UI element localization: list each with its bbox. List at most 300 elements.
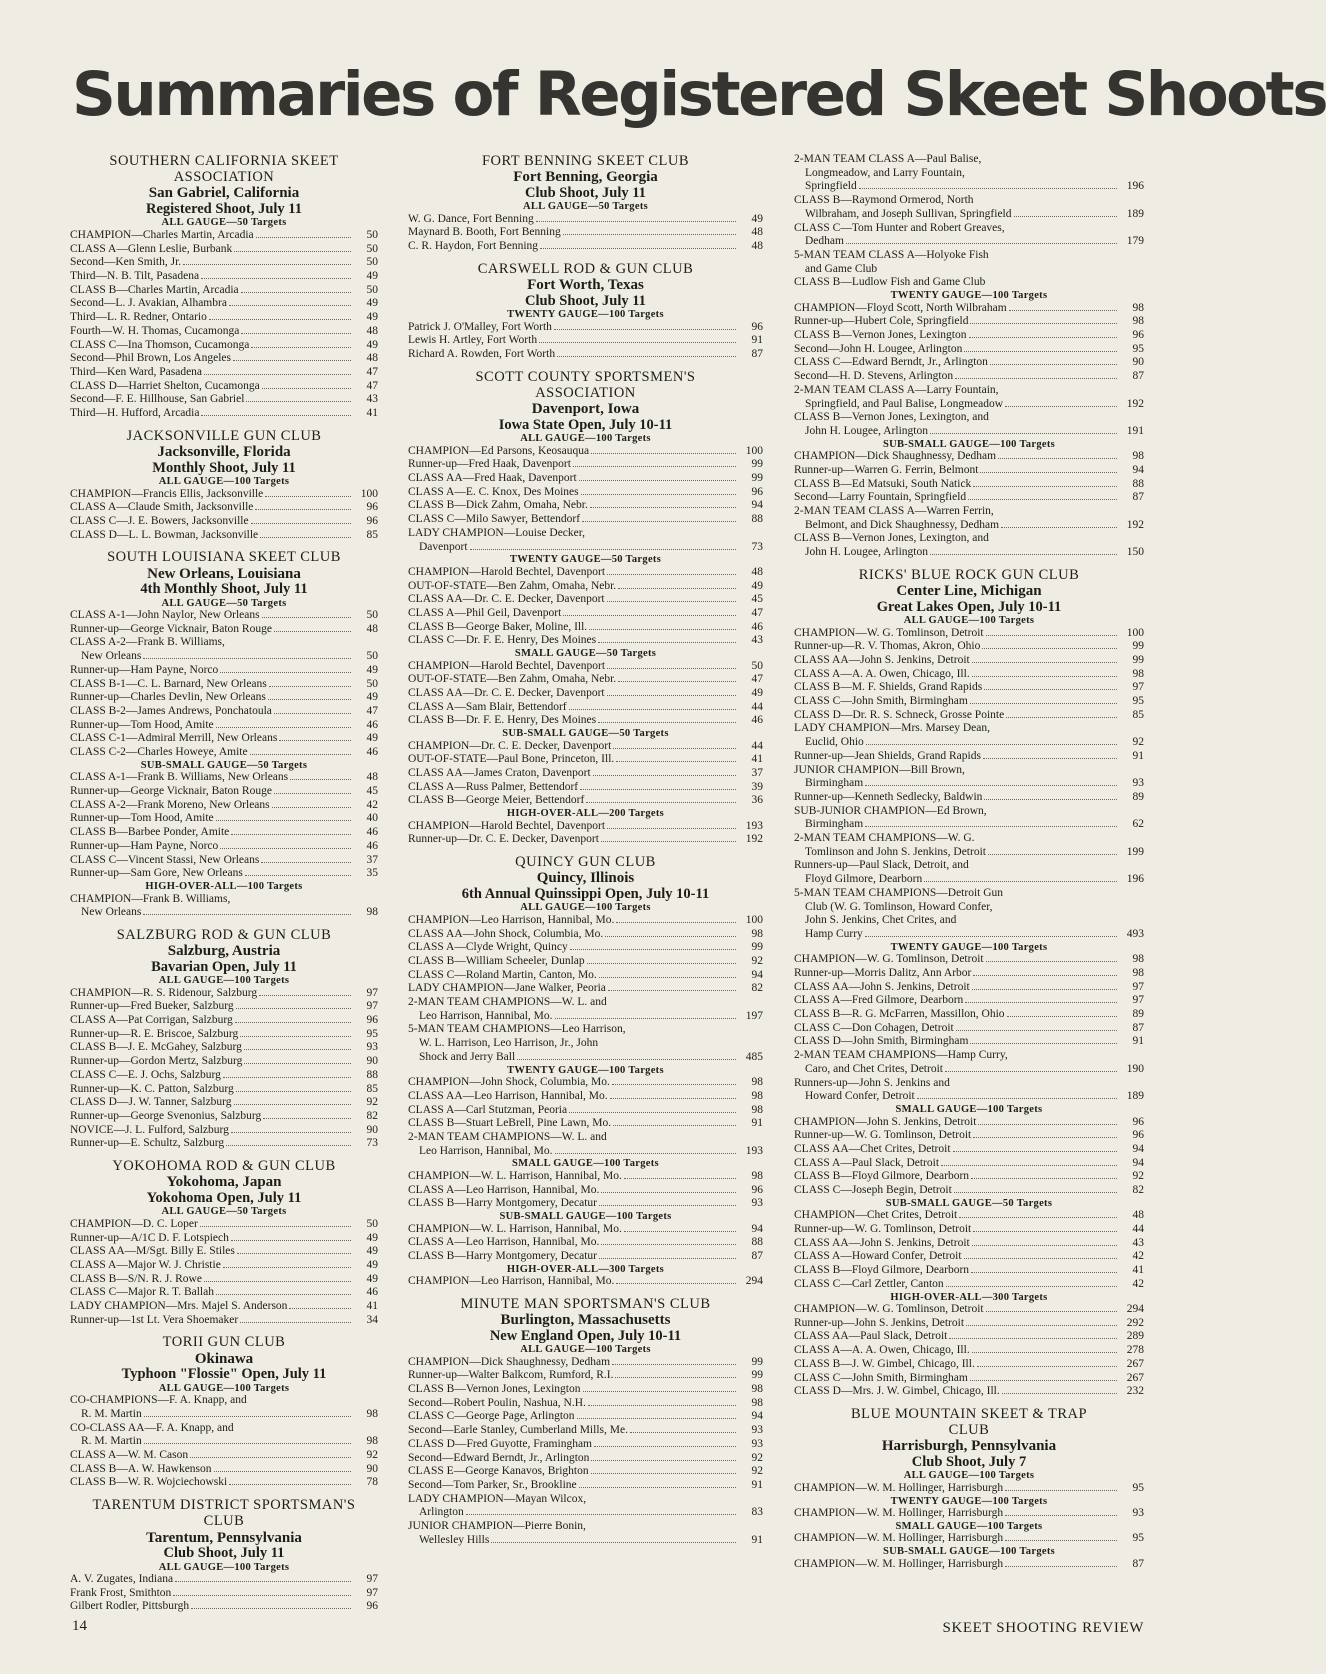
- competitor: CLASS A—Claude Smith, Jacksonville: [70, 501, 254, 514]
- competitor: CLASS A-1—John Naylor, New Orleans: [70, 609, 260, 622]
- competitor: Floyd Gilmore, Dearborn: [805, 873, 923, 886]
- dot-leader: [580, 789, 736, 790]
- dot-leader: [256, 237, 351, 238]
- event-heading: TWENTY GAUGE—100 Targets: [507, 309, 664, 321]
- result-row: [794, 546, 1144, 560]
- competitor: Second—Robert Poulin, Nashua, N.H.: [408, 1396, 586, 1409]
- result-row: [70, 732, 378, 746]
- dot-leader: [1009, 310, 1117, 311]
- result-row: [408, 1438, 763, 1452]
- result-row: [70, 1286, 378, 1300]
- competitor: Runner-up—John S. Jenkins, Detroit: [794, 1316, 965, 1329]
- result-row: [408, 1410, 763, 1424]
- dot-leader: [970, 703, 1117, 704]
- competitor: CLASS C-2—Charles Howeye, Amite: [70, 746, 248, 759]
- competitor: Lewis H. Artley, Fort Worth: [408, 334, 538, 347]
- competitor: Runner-up—Morris Dalitz, Ann Arbor: [794, 966, 972, 979]
- score: 50: [366, 228, 378, 241]
- result-row: [70, 771, 378, 785]
- score: 292: [1126, 1316, 1144, 1329]
- result-row: [794, 777, 1144, 791]
- dot-leader: [973, 1137, 1117, 1138]
- dot-leader: [590, 507, 736, 508]
- result-row: [408, 982, 763, 996]
- result-row: [794, 1358, 1144, 1372]
- club-header: [794, 568, 1144, 615]
- score: 92: [751, 954, 763, 967]
- competitor: Runner-up—George Vicknair, Baton Rouge: [70, 785, 272, 798]
- dot-leader: [593, 775, 736, 776]
- dot-leader: [586, 802, 736, 803]
- competitor: Runner-up—1st Lt. Vera Shoemaker: [70, 1313, 239, 1326]
- score: 87: [1132, 1557, 1144, 1570]
- dot-leader: [982, 648, 1117, 649]
- dot-leader: [220, 672, 351, 673]
- score: 192: [745, 833, 763, 846]
- competitor: CLASS A—Pat Corrigan, Salzburg: [70, 1014, 233, 1027]
- dot-leader: [143, 658, 351, 659]
- score: 50: [366, 283, 378, 296]
- dot-leader: [966, 1325, 1117, 1326]
- competitor: Runner-up—Hubert Cole, Springfield: [794, 315, 969, 328]
- dot-leader: [269, 686, 351, 687]
- result-row: [70, 1463, 378, 1477]
- result-row: [408, 472, 763, 486]
- club-name: SALZBURG ROD & GUN CLUB: [116, 926, 332, 943]
- score: 50: [366, 650, 378, 663]
- result-row: [408, 634, 763, 648]
- competitor: CLASS A—Major W. J. Christie: [70, 1258, 221, 1271]
- dot-leader: [209, 319, 351, 320]
- competitor: LADY CHAMPION—Louise Decker,: [408, 526, 586, 539]
- dot-leader: [539, 342, 736, 343]
- result-row: [794, 928, 1144, 942]
- result-row: [70, 1014, 378, 1028]
- result-row: [408, 1104, 763, 1118]
- event-heading: ALL GAUGE—100 Targets: [158, 1561, 290, 1573]
- score: 96: [366, 501, 378, 514]
- competitor: CLASS AA—John S. Jenkins, Detroit: [794, 980, 970, 993]
- dot-leader: [274, 713, 351, 714]
- result-row: [408, 1250, 763, 1264]
- score: 37: [366, 853, 378, 866]
- competitor: Birmingham: [805, 818, 864, 831]
- score: 94: [751, 499, 763, 512]
- dot-leader: [244, 1063, 351, 1064]
- score: 93: [1132, 1507, 1144, 1520]
- score: 47: [366, 365, 378, 378]
- dot-leader: [573, 466, 736, 467]
- competitor: Second—John H. Lougee, Arlington: [794, 342, 963, 355]
- dot-leader: [216, 1294, 351, 1295]
- result-row: [794, 329, 1144, 343]
- event-heading: SUB-SMALL GAUGE—50 Targets: [140, 759, 308, 771]
- competitor: Leo Harrison, Hannibal, Mo.: [419, 1144, 553, 1157]
- competitor: Second—Earle Stanley, Cumberland Mills, Me.: [408, 1424, 628, 1437]
- result-row: [794, 1344, 1144, 1358]
- score: 98: [751, 1076, 763, 1089]
- event-heading: SUB-SMALL GAUGE—50 Targets: [885, 1197, 1053, 1209]
- result-row: [794, 1223, 1144, 1237]
- dot-leader: [265, 496, 351, 497]
- dot-leader: [191, 1608, 351, 1609]
- competitor: CLASS A—Leo Harrison, Hannibal, Mo.: [408, 1236, 600, 1249]
- result-row: [794, 818, 1144, 832]
- score: 40: [366, 812, 378, 825]
- score: 97: [366, 1573, 378, 1586]
- result-row: [794, 356, 1144, 370]
- competitor: CLASS C—Don Cohagen, Detroit: [794, 1021, 954, 1034]
- dot-leader: [607, 828, 736, 829]
- club-header: [408, 262, 763, 309]
- score: 199: [1126, 845, 1144, 858]
- score: 95: [366, 1027, 378, 1040]
- result-row: [408, 486, 763, 500]
- competitor: CLASS B-1—C. L. Barnard, New Orleans: [70, 677, 267, 690]
- result-row: [70, 311, 378, 325]
- score: 89: [1132, 1008, 1144, 1021]
- score: 49: [751, 686, 763, 699]
- competitor: Tomlinson and John S. Jenkins, Detroit: [805, 845, 986, 858]
- club-location: New Orleans, Louisiana: [147, 565, 301, 582]
- dot-leader: [582, 521, 736, 522]
- dot-leader: [598, 642, 736, 643]
- score: 93: [366, 1041, 378, 1054]
- score: 50: [751, 659, 763, 672]
- event-heading: TWENTY GAUGE—100 Targets: [890, 1495, 1048, 1507]
- club-location: Fort Benning, Georgia: [513, 169, 658, 186]
- result-row: [408, 928, 763, 942]
- competitor: CLASS A—A. A. Owen, Chicago, Ill.: [794, 667, 970, 680]
- result-row: [408, 941, 763, 955]
- competitor: CLASS C—J. E. Bowers, Jacksonville: [70, 514, 249, 527]
- result-row: [70, 1435, 378, 1449]
- competitor: CLASS C—Dr. F. E. Henry, Des Moines: [408, 634, 597, 647]
- score: 34: [366, 1313, 378, 1326]
- competitor: CLASS B—Stuart LeBrell, Pine Lawn, Mo.: [408, 1117, 612, 1130]
- result-row: [408, 1010, 763, 1024]
- competitor: CLASS D—L. L. Bowman, Jacksonville: [70, 528, 259, 541]
- result-row: [408, 1452, 763, 1466]
- dot-leader: [624, 1231, 736, 1232]
- score: 48: [366, 324, 378, 337]
- dot-leader: [977, 1366, 1117, 1367]
- result-row: [70, 623, 378, 637]
- score: 94: [751, 1410, 763, 1423]
- club-location: Okinawa: [194, 1350, 254, 1367]
- score: 50: [366, 609, 378, 622]
- dot-leader: [1001, 527, 1117, 528]
- dot-leader: [599, 977, 736, 978]
- result-row: [794, 967, 1144, 981]
- competitor: Maynard B. Booth, Fort Benning: [408, 226, 561, 239]
- competitor: CHAMPION—Harold Bechtel, Davenport: [408, 659, 606, 672]
- score: 91: [751, 1478, 763, 1491]
- competitor: JUNIOR CHAMPION—Bill Brown,: [794, 763, 965, 776]
- club-location: Burlington, Massachusetts: [500, 1312, 671, 1329]
- dot-leader: [536, 221, 736, 222]
- competitor: CLASS B—Harry Montgomery, Decatur: [408, 1197, 597, 1210]
- dot-leader: [557, 356, 736, 357]
- column-3: [794, 153, 1144, 1579]
- result-row: [70, 256, 378, 270]
- result-line: [794, 722, 1144, 736]
- result-row: [794, 1330, 1144, 1344]
- dot-leader: [969, 337, 1118, 338]
- result-row: [408, 1397, 763, 1411]
- dot-leader: [272, 807, 351, 808]
- competitor: CLASS AA—Fred Haak, Davenport: [408, 472, 577, 485]
- dot-leader: [601, 1192, 736, 1193]
- score: 88: [366, 1068, 378, 1081]
- result-row: [408, 701, 763, 715]
- score: 190: [1126, 1062, 1144, 1075]
- result-line: [794, 384, 1144, 398]
- result-row: [70, 987, 378, 1001]
- competitor: CLASS B—Floyd Gilmore, Dearborn: [794, 1264, 970, 1277]
- competitor: John H. Lougee, Arlington: [805, 546, 928, 559]
- score: 99: [751, 1369, 763, 1382]
- competitor: A. V. Zugates, Indiana: [70, 1573, 174, 1586]
- score: 88: [751, 1236, 763, 1249]
- shoot-name: Club Shoot, July 11: [525, 184, 646, 201]
- result-row: [70, 297, 378, 311]
- score: 189: [1126, 1090, 1144, 1103]
- competitor: JUNIOR CHAMPION—Pierre Bonin,: [408, 1520, 586, 1533]
- result-row: [408, 660, 763, 674]
- score: 98: [751, 1396, 763, 1409]
- result-row: [408, 321, 763, 335]
- club-name: YOKOHOMA ROD & GUN CLUB: [112, 1158, 336, 1175]
- competitor: 2-MAN TEAM CHAMPIONS—W. G.: [794, 832, 975, 845]
- result-line: [794, 411, 1144, 425]
- dot-leader: [591, 453, 736, 454]
- event-heading: TWENTY GAUGE—50 Targets: [509, 554, 662, 566]
- result-row: [408, 1356, 763, 1370]
- competitor: Runner-up—Ham Payne, Norco: [70, 663, 219, 676]
- competitor: CLASS A-1—Frank B. Williams, New Orleans: [70, 771, 289, 784]
- result-line: [794, 764, 1144, 778]
- result-row: [70, 1600, 378, 1614]
- result-row: [408, 580, 763, 594]
- competitor: CLASS B—Vernon Jones, Lexington, and: [794, 411, 989, 424]
- competitor: Third—H. Hufford, Arcadia: [70, 407, 200, 420]
- score: 96: [1132, 1129, 1144, 1142]
- result-row: [408, 1090, 763, 1104]
- competitor: Wilbraham, and Joseph Sullivan, Springfield: [805, 207, 1012, 220]
- score: 98: [1132, 301, 1144, 314]
- dot-leader: [563, 615, 736, 616]
- score: 87: [751, 347, 763, 360]
- competitor: 2-MAN TEAM CHAMPIONS—Hamp Curry,: [794, 1049, 1008, 1062]
- club-section: [70, 550, 378, 920]
- result-row: [794, 1303, 1144, 1317]
- competitor: CLASS B—Dr. F. E. Henry, Des Moines: [408, 714, 597, 727]
- competitor: CHAMPION—John Shock, Columbia, Mo.: [408, 1076, 610, 1089]
- competitor: CLASS C—Joseph Begin, Detroit: [794, 1184, 952, 1197]
- event-heading: SUB-SMALL GAUGE—100 Targets: [882, 438, 1056, 450]
- competitor: Runner-up—Fred Bueker, Salzburg: [70, 1000, 234, 1013]
- club-section: [408, 154, 763, 254]
- dot-leader: [1007, 1016, 1117, 1017]
- dot-leader: [235, 1022, 351, 1023]
- score: 44: [751, 700, 763, 713]
- score: 100: [360, 487, 378, 500]
- competitor: Runner-up—Kenneth Sedlecky, Baldwin: [794, 790, 983, 803]
- club-header: [70, 1498, 378, 1561]
- competitor: CHAMPION—Frank B. Williams,: [70, 892, 231, 905]
- score: 41: [751, 753, 763, 766]
- competitor: Second—Phil Brown, Los Angeles: [70, 352, 231, 365]
- shoot-name: 6th Annual Quinssippi Open, July 10-11: [461, 886, 710, 903]
- club-location: Jacksonville, Florida: [157, 444, 291, 461]
- score: 49: [366, 691, 378, 704]
- dot-leader: [173, 1595, 351, 1596]
- competitor: CLASS B—William Scheeler, Dunlap: [408, 954, 585, 967]
- dot-leader: [946, 1286, 1117, 1287]
- event-heading: HIGH-OVER-ALL—100 Targets: [145, 880, 303, 892]
- competitor: CHAMPION—Ed Parsons, Keosauqua: [408, 444, 590, 457]
- result-row: [408, 833, 763, 847]
- result-line: [794, 1077, 1144, 1091]
- score: 87: [1132, 1021, 1144, 1034]
- result-row: [794, 1209, 1144, 1223]
- dot-leader: [588, 1405, 736, 1406]
- club-header: [408, 855, 763, 902]
- dot-leader: [466, 1514, 736, 1515]
- competitor: CLASS A-2—Frank Moreno, New Orleans: [70, 798, 270, 811]
- result-row: [70, 243, 378, 257]
- competitor: CLASS AA—Paul Slack, Detroit: [794, 1330, 948, 1343]
- score: 42: [1132, 1277, 1144, 1290]
- result-row: [70, 1300, 378, 1314]
- score: 36: [751, 794, 763, 807]
- result-row: [70, 488, 378, 502]
- score: 46: [366, 718, 378, 731]
- dot-leader: [949, 1338, 1117, 1339]
- score: 48: [366, 352, 378, 365]
- event-heading: ALL GAUGE—50 Targets: [161, 1206, 287, 1218]
- dot-leader: [231, 1240, 351, 1241]
- result-row: [70, 229, 378, 243]
- score: 100: [745, 444, 763, 457]
- page-title: Summaries of Registered Skeet Shoots: [72, 59, 1326, 130]
- score: 49: [366, 1258, 378, 1271]
- competitor: CLASS E—George Kanavos, Brighton: [408, 1465, 589, 1478]
- club-header: [408, 1297, 763, 1344]
- score: 87: [1132, 491, 1144, 504]
- dot-leader: [613, 1125, 736, 1126]
- club-name: CARSWELL ROD & GUN CLUB: [477, 260, 694, 277]
- result-row: [70, 1245, 378, 1259]
- dot-leader: [866, 744, 1117, 745]
- score: 46: [751, 620, 763, 633]
- competitor: CLASS C—Ina Thomson, Cucamonga: [70, 338, 250, 351]
- dot-leader: [587, 963, 736, 964]
- score: 88: [1132, 477, 1144, 490]
- magazine-name: SKEET SHOOTING REVIEW: [942, 1620, 1144, 1636]
- score: 100: [1126, 626, 1144, 639]
- dot-leader: [608, 990, 736, 991]
- score: 294: [1126, 1303, 1144, 1316]
- competitor: CLASS C-1—Admiral Merrill, New Orleans: [70, 732, 278, 745]
- event-heading: HIGH-OVER-ALL—300 Targets: [506, 1263, 665, 1275]
- club-header: [408, 370, 763, 433]
- dot-leader: [216, 727, 351, 728]
- dot-leader: [279, 740, 351, 741]
- score: 95: [1132, 695, 1144, 708]
- competitor: CLASS C—John Smith, Birmingham: [794, 695, 968, 708]
- score: 91: [751, 1533, 763, 1546]
- result-row: [408, 541, 763, 555]
- club-header: [70, 1159, 378, 1206]
- result-row: [70, 854, 378, 868]
- result-row: [70, 785, 378, 799]
- competitor: CHAMPION—W. M. Hollinger, Harrisburgh: [794, 1557, 1004, 1570]
- score: 94: [751, 1222, 763, 1235]
- club-header: [70, 429, 378, 476]
- column-1: [70, 153, 378, 1622]
- competitor: Wellesley Hills: [419, 1533, 490, 1546]
- club-section: [70, 1335, 378, 1490]
- result-line: [794, 805, 1144, 819]
- result-row: [794, 873, 1144, 887]
- dot-leader: [970, 1043, 1117, 1044]
- result-row: [70, 609, 378, 623]
- result-row: [70, 1110, 378, 1124]
- competitor: CLASS A—Sam Blair, Bettendorf: [408, 700, 567, 713]
- score: 46: [366, 826, 378, 839]
- competitor: CLASS B—A. W. Hawkenson: [70, 1462, 212, 1475]
- result-row: [408, 1145, 763, 1159]
- competitor: Third—N. B. Tilt, Pasadena: [70, 270, 200, 283]
- result-row: [408, 1236, 763, 1250]
- competitor: Howard Confer, Detroit: [805, 1090, 915, 1103]
- score: 42: [1132, 1250, 1144, 1263]
- result-row: [408, 1170, 763, 1184]
- shoot-name: Club Shoot, July 7: [911, 1454, 1027, 1471]
- score: 83: [751, 1506, 763, 1519]
- score: 73: [366, 1137, 378, 1150]
- result-row: [408, 213, 763, 227]
- competitor: C. R. Haydon, Fort Benning: [408, 240, 539, 253]
- event-heading: SMALL GAUGE—100 Targets: [895, 1103, 1043, 1115]
- dot-leader: [971, 1272, 1117, 1273]
- result-row: [70, 1232, 378, 1246]
- score: 48: [751, 565, 763, 578]
- result-row: [794, 1250, 1144, 1264]
- result-row: [794, 791, 1144, 805]
- result-row: [794, 370, 1144, 384]
- result-line: [794, 276, 1144, 290]
- dot-leader: [263, 1118, 351, 1119]
- competitor: CLASS B—Vernon Jones, Lexington: [794, 328, 967, 341]
- score: 44: [751, 739, 763, 752]
- dot-leader: [972, 1245, 1117, 1246]
- result-row: [70, 352, 378, 366]
- dot-leader: [250, 754, 351, 755]
- result-row: [794, 343, 1144, 357]
- dot-leader: [233, 360, 351, 361]
- result-row: [408, 820, 763, 834]
- result-row: [70, 746, 378, 760]
- club-location: Fort Worth, Texas: [527, 277, 644, 294]
- result-row: [794, 1532, 1144, 1546]
- score: 197: [745, 1009, 763, 1022]
- competitor: R. M. Martin: [81, 1407, 142, 1420]
- score: 85: [366, 528, 378, 541]
- club-header: [794, 1407, 1144, 1470]
